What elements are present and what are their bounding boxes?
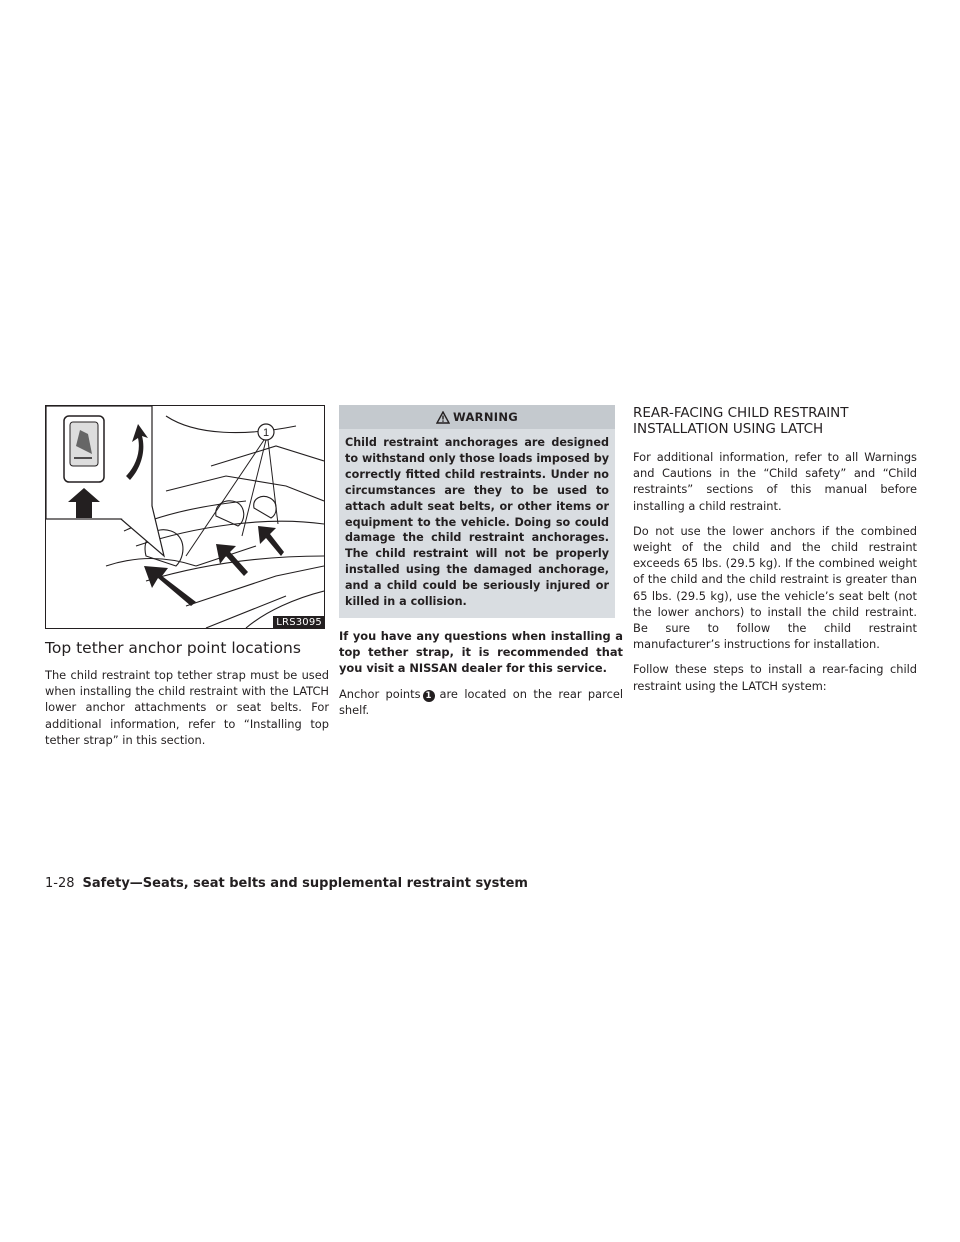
section-heading-tether: Top tether anchor point locations [45, 639, 301, 657]
warning-text: Child restraint anchorages are designed to withstand only those loads imposed by correctly fitted child restraints. Under no circumstances are they to be used to attach adult seat belts, or other items or equipment to the vehicle. Doing so could damage the child restraint anchorages. The child restraint will not be properly installed using the damaged anchorage, and a child could be seriously injured or killed in a collision. [345, 436, 609, 609]
page-footer [45, 876, 528, 891]
middle-column [339, 405, 623, 727]
section-heading-latch [633, 405, 917, 437]
figure-code: LRS3095 [273, 616, 325, 629]
right-column [633, 405, 917, 703]
page-number: 1-28 [45, 876, 75, 891]
figure-callout-1: 1 [262, 427, 270, 439]
section-title: Safety—Seats, seat belts and supplemental restraint system [82, 876, 528, 891]
heading-line-2: INSTALLATION USING LATCH [633, 421, 824, 437]
warning-header [339, 405, 615, 429]
anchor-points-paragraph [339, 686, 623, 718]
warning-triangle-icon [436, 411, 450, 424]
left-column [45, 405, 329, 757]
warning-title: WARNING [453, 410, 518, 424]
body-paragraph: For additional information, refer to all Warnings and Cautions in the “Child safety” and “Child restraints” sections of this manual before installing a child restraint. [633, 450, 917, 513]
heading-line-1: REAR-FACING CHILD RESTRAINT [633, 405, 849, 421]
anchor-text-before: Anchor points [339, 686, 421, 701]
body-paragraph: Do not use the lower anchors if the combined weight of the child and the child restraint exceeds 65 lbs. (29.5 kg). If the combined weight of the child and the child restraint is greater than 65 lbs. (29.5 kg), use the vehicle’s seat belt (not the lower anchors) to install the child restraint. Be sure to follow the child restraint manufacturer’s instructions for installation. [633, 523, 917, 652]
body-paragraph: The child restraint top tether strap must be used when installing the child restraint with the LATCH lower anchor attachments or seat belts. For additional information, refer to “Installing top tether strap” in this section. [45, 668, 329, 747]
warning-box [339, 405, 615, 618]
tether-anchor-figure [45, 405, 325, 629]
body-paragraph: Follow these steps to install a rear-facing child restraint using the LATCH system: [633, 662, 917, 693]
callout-1-badge: 1 [423, 690, 435, 702]
anchor-text-after: are located on the rear parcel shelf. [339, 686, 623, 717]
dealer-note: If you have any questions when installing a top tether strap, it is recommended that you visit a NISSAN dealer for this service. [339, 628, 623, 676]
rear-shelf-illustration [46, 406, 324, 628]
